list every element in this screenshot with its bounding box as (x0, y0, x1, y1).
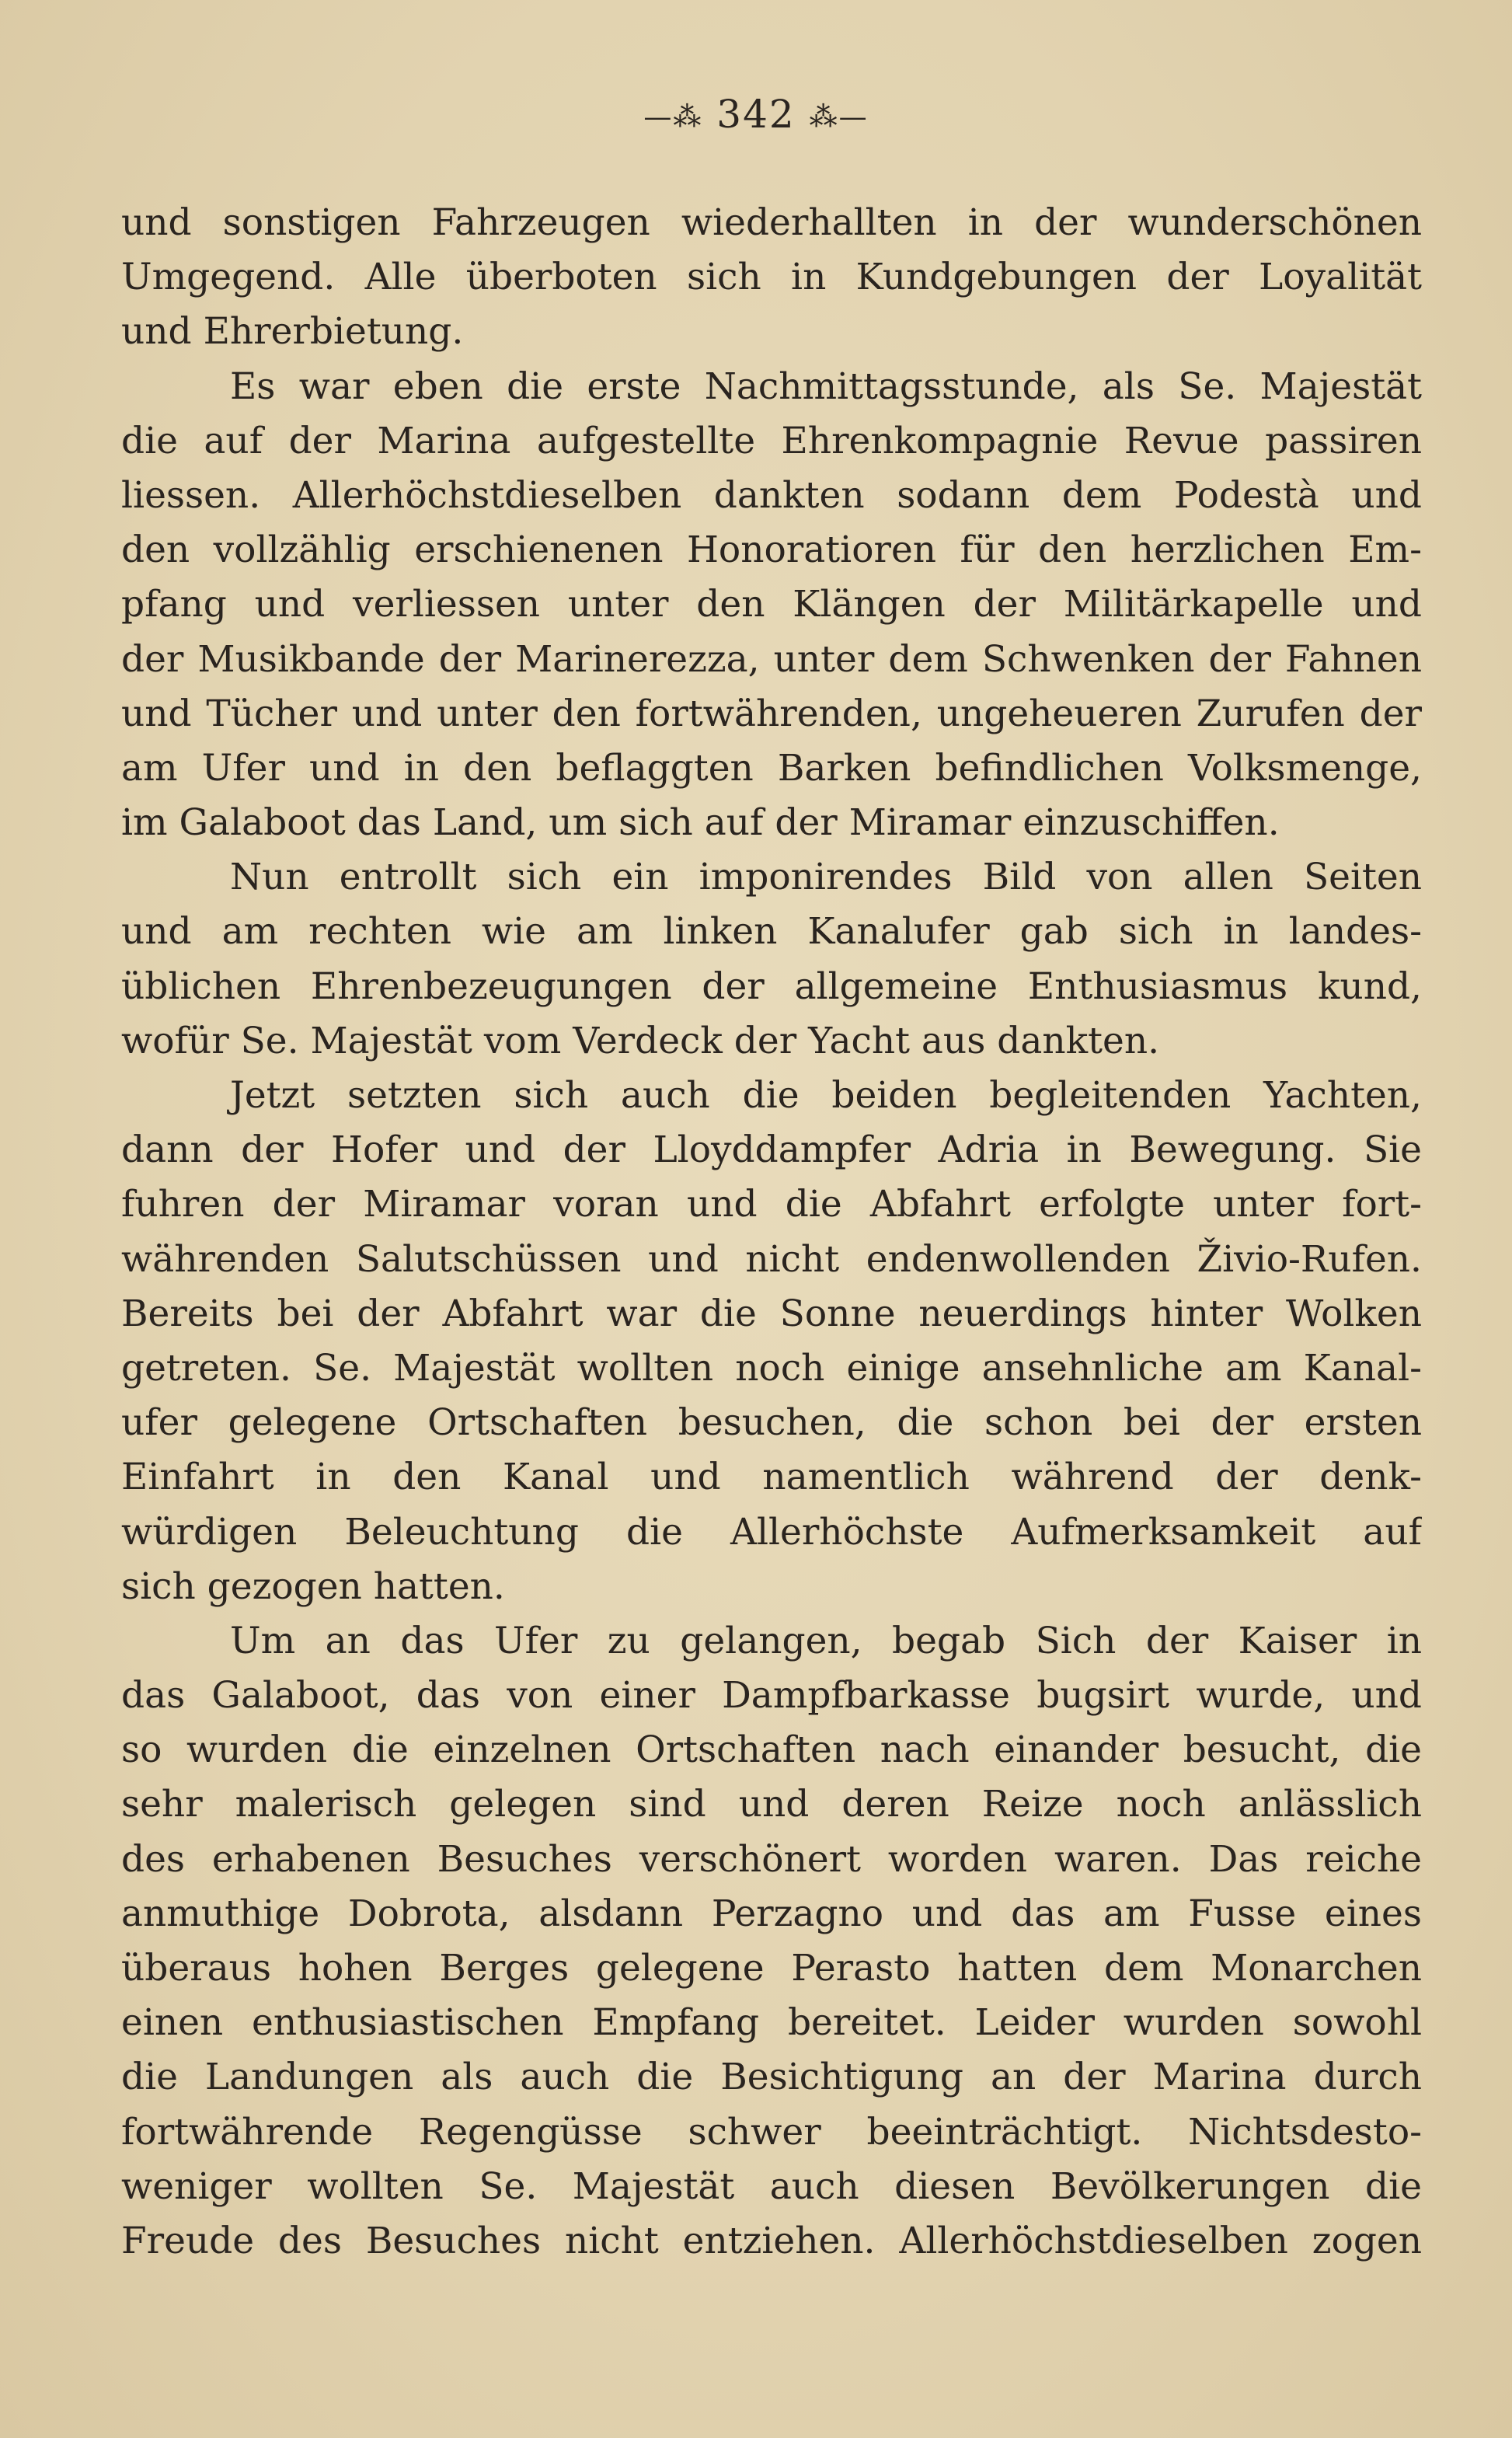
page-number: 342 (716, 92, 796, 137)
page-header (0, 92, 1512, 137)
text-line: ufer gelegene Ortschaften besuchen, die schon bei der ersten (121, 1401, 1422, 1445)
text-line: so wurden die einzelnen Ortschaften nach einander besucht, die (121, 1728, 1422, 1772)
text-line: würdigen Beleuchtung die Allerhöchste Aufmerksamkeit auf (121, 1510, 1422, 1554)
text-line: der Musikbande der Marinerezza, unter dem Schwenken der Fahnen (121, 637, 1422, 681)
text-line: und am rechten wie am linken Kanalufer gab sich in landes- (121, 910, 1422, 954)
text-line: Umgegend. Alle überboten sich in Kundgebungen der Loyalität (121, 256, 1422, 299)
text-line: überaus hohen Berges gelegene Perasto hatten dem Monarchen (121, 1947, 1422, 1990)
text-line: im Galaboot das Land, um sich auf der Miramar einzuschiffen. (121, 801, 1280, 845)
text-line: anmuthige Dobrota, alsdann Perzagno und das am Fusse eines (121, 1892, 1422, 1935)
text-line: und Ehrerbietung. (121, 310, 464, 354)
text-line: pfang und verliessen unter den Klängen der Militärkapelle und (121, 583, 1422, 626)
text-line: liessen. Allerhöchstdieselben dankten sodann dem Podestà und (121, 473, 1422, 517)
text-line: Freude des Besuches nicht entziehen. Allerhöchstdieselben zogen (121, 2219, 1422, 2262)
text-line: sich gezogen hatten. (121, 1564, 505, 1608)
text-line: am Ufer und in den beflaggten Barken befindlichen Volksmenge, (121, 746, 1422, 790)
text-line: weniger wollten Se. Majestät auch diesen Bevölkerungen die (121, 2164, 1422, 2208)
text-line: wofür Se. Majestät vom Verdeck der Yacht aus dankten. (121, 1019, 1160, 1062)
text-line: üblichen Ehrenbezeugungen der allgemeine Enthusiasmus kund, (121, 964, 1422, 1008)
text-line: Einfahrt in den Kanal und namentlich während der denk- (121, 1456, 1422, 1499)
text-line: Nun entrollt sich ein imponirendes Bild von allen Seiten (230, 856, 1422, 899)
text-line: den vollzählig erschienenen Honoratioren für den herzlichen Em- (121, 528, 1422, 572)
text-line: getreten. Se. Majestät wollten noch einige ansehnliche am Kanal- (121, 1346, 1422, 1390)
ornament-left: —⁂ (643, 101, 703, 134)
text-line: Es war eben die erste Nachmittagsstunde, als Se. Majestät (230, 364, 1422, 408)
text-line: und Tücher und unter den fortwährenden, ungeheueren Zurufen der (121, 692, 1422, 735)
text-line: des erhabenen Besuches verschönert worden waren. Das reiche (121, 1837, 1422, 1881)
text-line: Jetzt setzten sich auch die beiden begleitenden Yachten, (230, 1074, 1422, 1117)
ornament-right: ⁂— (809, 101, 869, 134)
text-line: sehr malerisch gelegen sind und deren Reize noch anlässlich (121, 1783, 1422, 1826)
text-line: Bereits bei der Abfahrt war die Sonne neuerdings hinter Wolken (121, 1292, 1422, 1335)
body-text (121, 196, 1422, 2269)
text-line: das Galaboot, das von einer Dampfbarkasse bugsirt wurde, und (121, 1674, 1422, 1718)
text-line: währenden Salutschüssen und nicht endenwollenden Živio-Rufen. (121, 1237, 1422, 1281)
text-line: die Landungen als auch die Besichtigung an der Marina durch (121, 2056, 1422, 2099)
text-line: und sonstigen Fahrzeugen wiederhallten in der wunderschönen (121, 201, 1422, 244)
text-line: die auf der Marina aufgestellte Ehrenkompagnie Revue passiren (121, 419, 1422, 462)
text-line: dann der Hofer und der Lloyddampfer Adria in Bewegung. Sie (121, 1128, 1422, 1172)
text-line: fortwährende Regengüsse schwer beeinträchtigt. Nichtsdesto- (121, 2110, 1422, 2154)
text-line: Um an das Ufer zu gelangen, begab Sich der Kaiser in (230, 1619, 1422, 1662)
text-line: einen enthusiastischen Empfang bereitet. Leider wurden sowohl (121, 2001, 1422, 2045)
text-line: fuhren der Miramar voran und die Abfahrt erfolgte unter fort- (121, 1183, 1422, 1226)
